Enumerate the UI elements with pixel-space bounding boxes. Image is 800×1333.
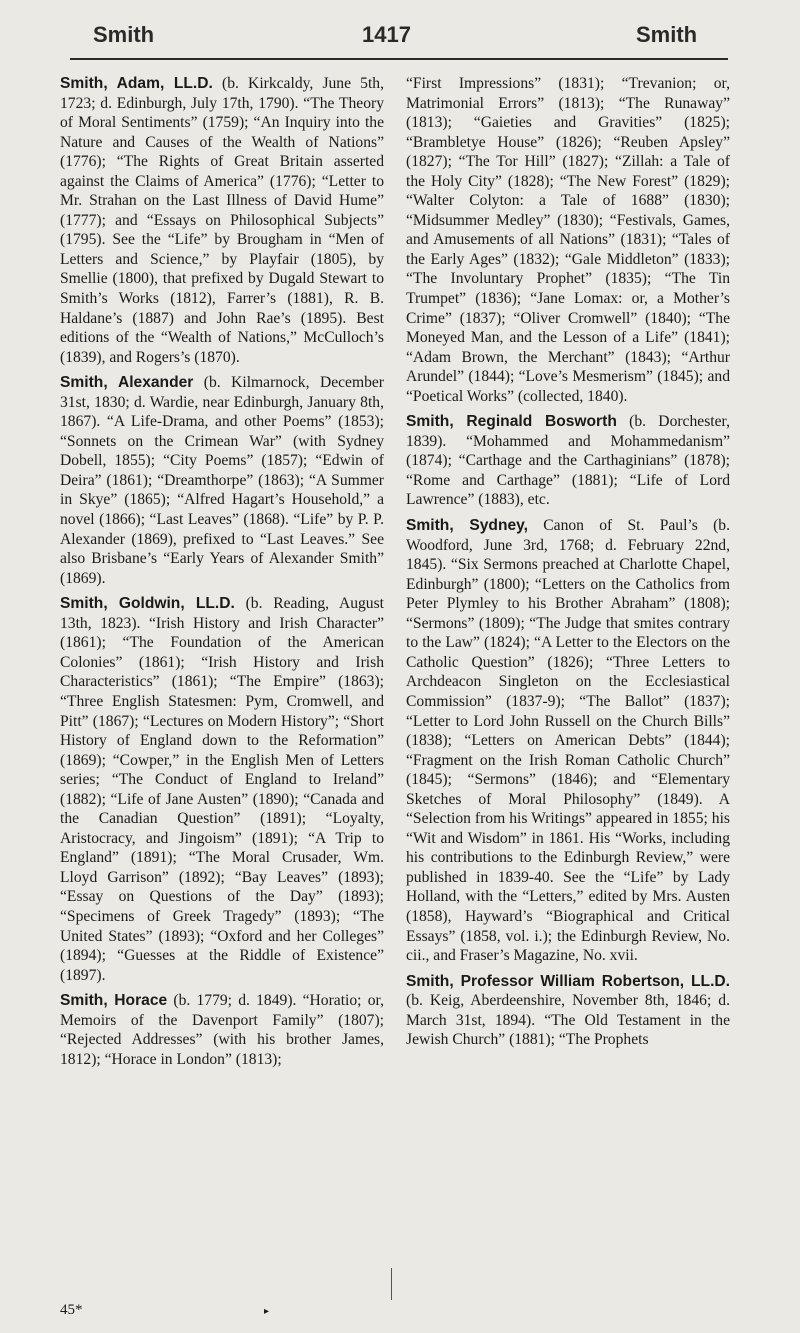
- entry-name: Smith, Sydney,: [406, 517, 528, 535]
- entry-goldwin-smith: [60, 594, 384, 985]
- signature-mark: 45*: [60, 1302, 83, 1318]
- entry-adam-smith: [60, 74, 384, 367]
- entry-sydney-smith: [406, 516, 730, 966]
- page-number: 1417: [362, 22, 411, 47]
- left-column: [60, 74, 384, 1075]
- entry-text: (b. Keig, Aberdeenshire, November 8th, 1846; d. March 31st, 1894). “The Old Testament in the Jewish Church” (1881); “The Prophets: [406, 992, 730, 1049]
- entry-text: (b. Reading, August 13th, 1823). “Irish History and Irish Character” (1861); “The Foundation of the American Colonies” (1861); “Irish History and Irish Characteristics” (1861); “The Empire” (1863); “Three English Statesmen: Pym, Cromwell, and Pitt” (1867); “Lectures on Modern History”; “Short History of England down to the Reformation” (1869); “Cowper,” in the English Men of Letters series; “The Conduct of England to Ireland” (1882); “Life of Jane Austen” (1890); “Canada and the Canadian Question” (1891); “Loyalty, Aristocracy, and Jingoism” (1891); “A Trip to England” (1891); “The Moral Crusader, Wm. Lloyd Garrison” (1892); “Bay Leaves” (1893); “Essay on Questions of the Day” (1893); “Specimens of Greek Tragedy” (1893); “The United States” (1893); “Oxford and her Colleges” (1894); “Guesses at the Riddle of Existence” (1897).: [60, 595, 385, 984]
- running-header: [0, 22, 800, 52]
- entry-name: Smith, Reginald Bosworth: [406, 413, 617, 431]
- entry-name: Smith, Alexander: [60, 374, 194, 392]
- printer-mark: ▸: [264, 1306, 270, 1317]
- entry-horace-smith-continued: [406, 74, 730, 406]
- header-left-word: Smith: [93, 22, 155, 47]
- entry-text: (b. Kirkcaldy, June 5th, 1723; d. Edinburgh, July 17th, 1790). “The Theory of Moral Sentiments” (1759); “An Inquiry into the Nature and Causes of the Wealth of Nations” (1776); “The Rights of Great Britain asserted against the Claims of America” (1776); “Letter to Mr. Strahan on the Last Illness of David Hume” (1777); and “Essays on Philosophical Subjects” (1795). See the “Life” by Brougham in “Men of Letters and Science,” by Playfair (1805), by Smellie (1800), that prefixed by Dugald Stewart to Smith’s Works (1812), Farrer’s (1881), R. B. Haldane’s (1887) and John Rae’s (1895). Best editions of the “Wealth of Nations,” McCulloch’s (1839), and Rogers’s (1870).: [60, 75, 384, 366]
- entry-name: Smith, Professor William Robertson, LL.D.: [406, 972, 730, 990]
- entry-reginald-bosworth-smith: [406, 412, 730, 510]
- right-column: [406, 74, 730, 1056]
- entry-alexander-smith: [60, 373, 384, 588]
- entry-text: (b. Kilmarnock, December 31st, 1830; d. Wardie, near Edinburgh, January 8th, 1867). “A Life-Drama, and other Poems” (1853); “Sonnets on the Crimean War” (with Sydney Dobell, 1855); “City Poems” (1857); “Edwin of Deira” (1861); “Dreamthorpe” (1863); “A Summer in Skye” (1865); “Alfred Hagart’s Household,” a novel (1866); “Last Leaves” (1868). “Life” by P. P. Alexander (1869), prefixed to “Last Leaves.” See also Brisbane’s “Early Years of Alexander Smith” (1869).: [60, 374, 385, 587]
- column-divider: [391, 1268, 392, 1300]
- entry-name: Smith, Adam, LL.D.: [60, 75, 213, 92]
- entry-text: “First Impressions” (1831); “Trevanion; or, Matrimonial Errors” (1813); “The Runaway” (1813); “Gaieties and Gravities” (1825); “Brambletye House” (1826); “Reuben Apsley” (1827); “The Tor Hill” (1827); “Zillah: a Tale of the Holy City” (1828); “The New Forest” (1829); “Walter Colyton: a Tale of 1688” (1830); “Midsummer Medley” (1830); “Festivals, Games, and Amusements of all Nations” (1831); “Tales of the Early Ages” (1832); “Gale Middleton” (1833); “The Involuntary Prophet” (1835); “The Tin Trumpet” (1836); “Jane Lomax: or, a Mother’s Crime” (1837); “Oliver Cromwell” (1840); “The Moneyed Man, and the Lesson of a Life” (1841); “Adam Brown, the Merchant” (1843); “Arthur Arundel” (1844); “Love’s Mesmerism” (1845); and “Poetical Works” (collected, 1840).: [406, 75, 730, 405]
- entry-text: (b. 1779; d. 1849). “Horatio; or, Memoirs of the Davenport Family” (1807); “Rejected Addresses” (with his brother James, 1812); “Horace in London” (1813);: [60, 992, 384, 1068]
- header-rule: [70, 58, 728, 60]
- entry-name: Smith, Goldwin, LL.D.: [60, 595, 235, 613]
- entry-text: Canon of St. Paul’s (b. Woodford, June 3rd, 1768; d. February 22nd, 1845). “Six Sermons preached at Charlotte Chapel, Edinburgh” (1800); “Letters on the Catholics from Peter Plymley to his Brother Abraham” (1808); “Sermons” (1809); “The Judge that smites contrary to the Law” (1824); “A Letter to the Electors on the Catholic Question” (1826); “Three Letters to Archdeacon Singleton on the Ecclesiastical Commission” (1837-9); “The Ballot” (1837); “Letter to Lord John Russell on the Church Bills” (1838); “Letters on American Debts” (1844); “Fragment on the Irish Roman Catholic Church” (1845); “Sermons” (1846); and “Elementary Sketches of Moral Philosophy” (1849). A “Selection from his Writings” appeared in 1855; his “Wit and Wisdom” in 1861. His “Works, including his contributions to the Edinburgh Review,” were published in 1839-40. See the “Life” by Lady Holland, with the “Letters,” edited by Mrs. Austen (1858), Hayward’s “Biographical and Critical Essays” (1858, vol. i.); the Edinburgh Review, No. cii., and Fraser’s Magazine, No. xvii.: [406, 517, 730, 965]
- entry-name: Smith, Horace: [60, 992, 168, 1010]
- entry-horace-smith: [60, 991, 384, 1069]
- entry-text: (b. Dorchester, 1839). “Mohammed and Mohammedanism” (1874); “Carthage and the Carthaginians” (1878); “Rome and Carthage” (1881); “Life of Lord Lawrence” (1883), etc.: [406, 413, 730, 509]
- header-right-word: Smith: [636, 22, 698, 47]
- entry-william-robertson-smith: [406, 972, 730, 1050]
